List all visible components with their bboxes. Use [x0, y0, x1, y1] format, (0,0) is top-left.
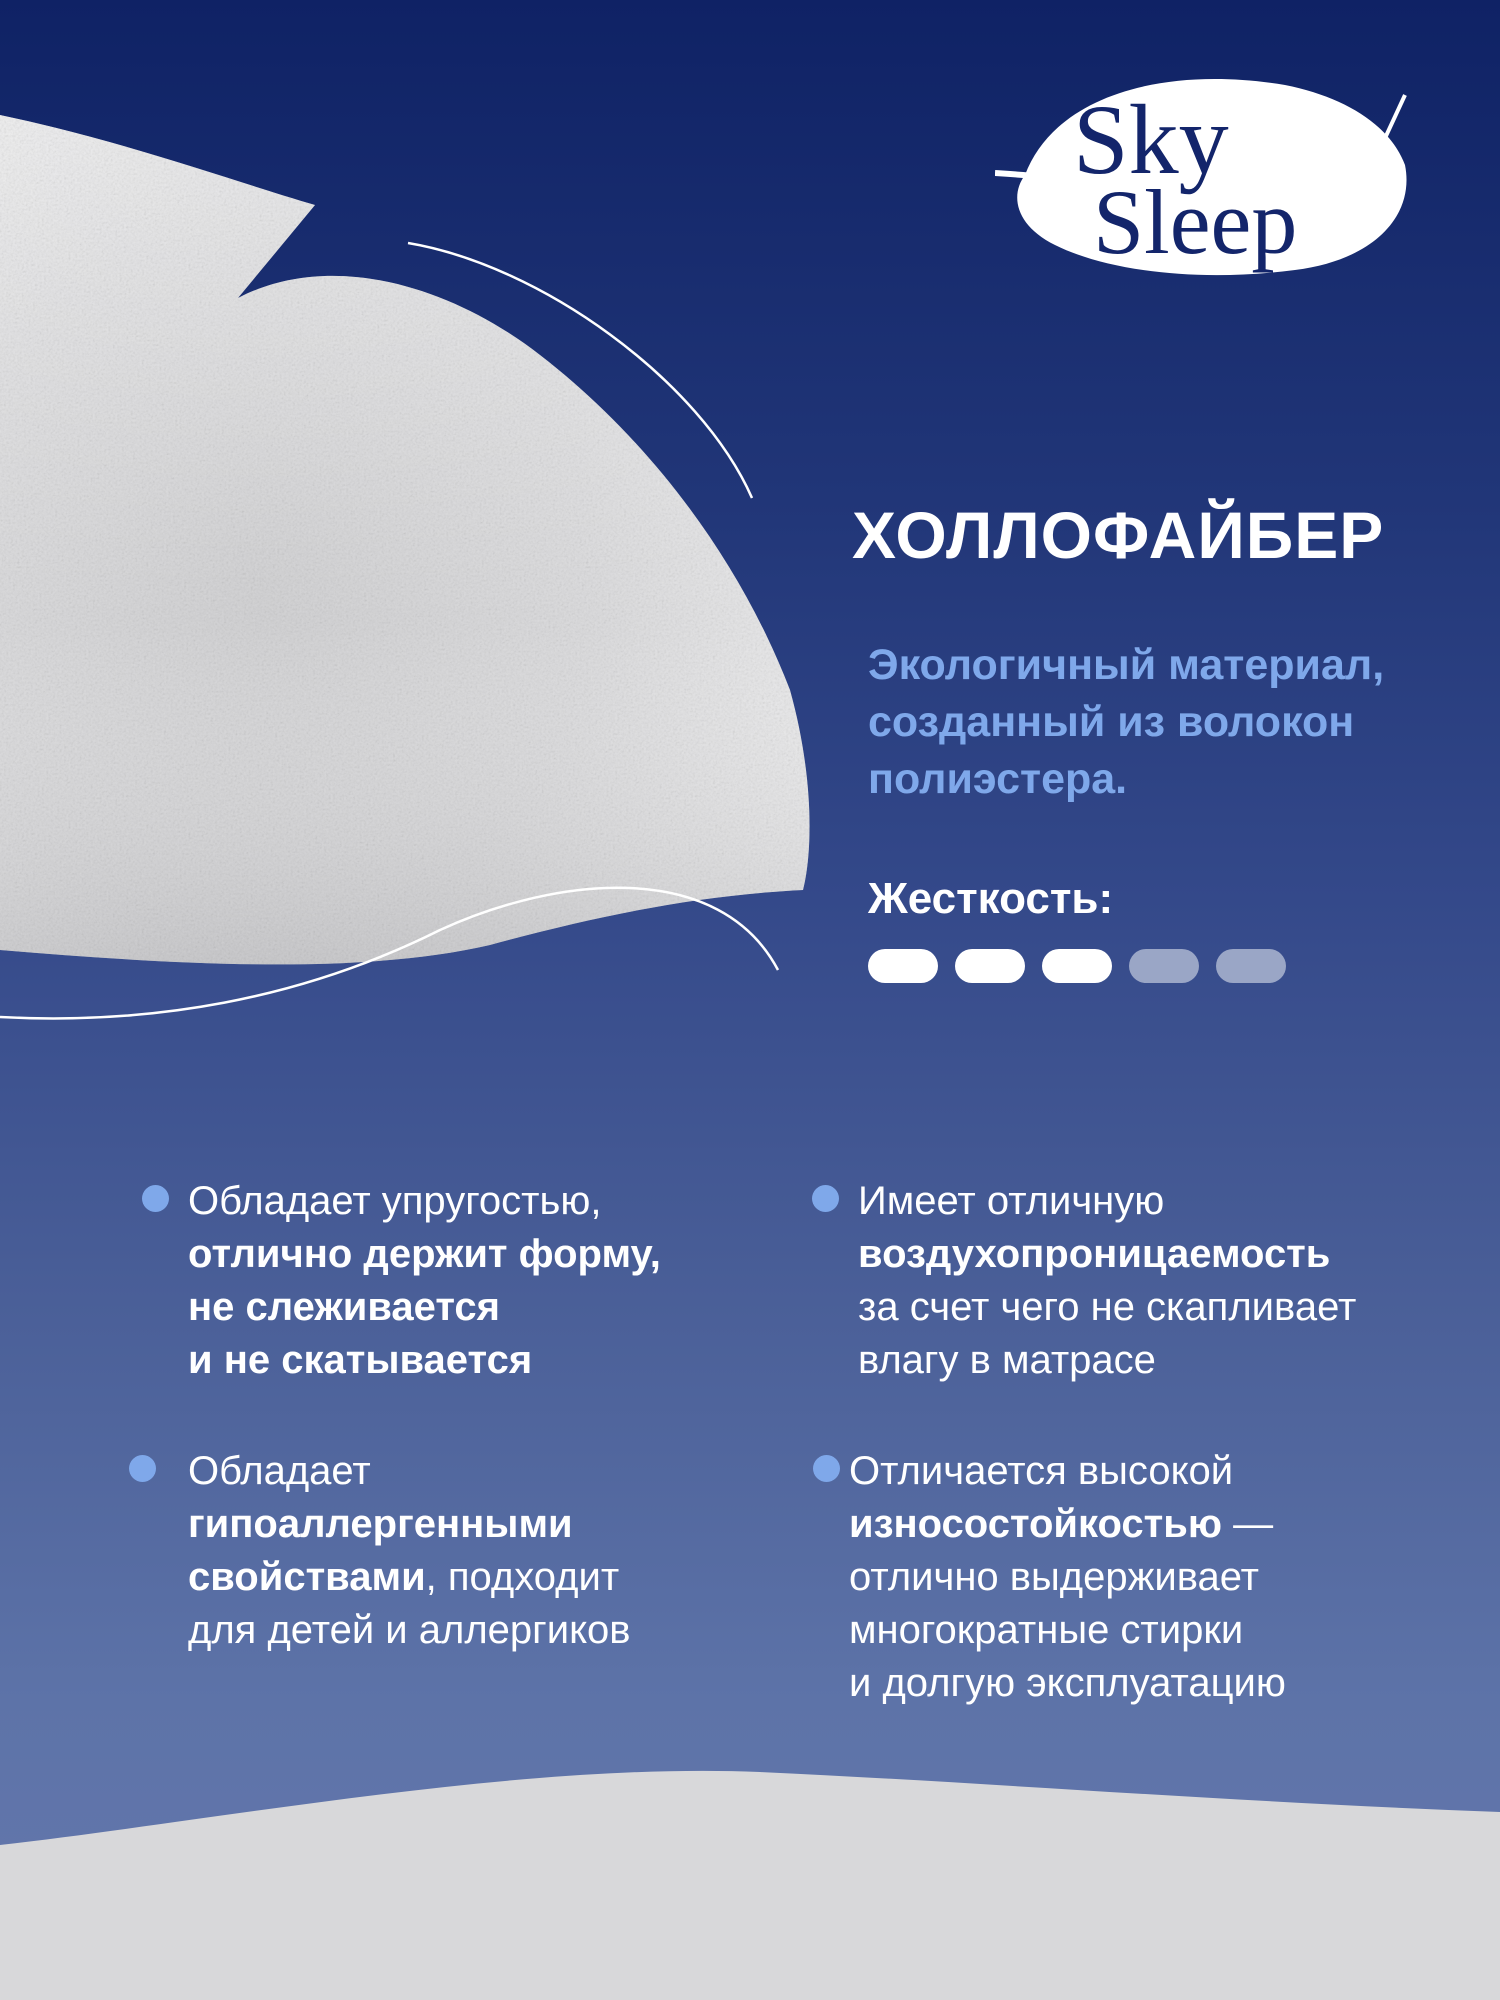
feature-text-regular: Обладает — [188, 1449, 371, 1493]
product-description: Экологичный материал, созданный из волокон полиэстера. — [868, 641, 1385, 803]
feature-text-regular: , подходит — [425, 1555, 620, 1599]
hardness-pill — [1042, 949, 1112, 983]
feature-text — [858, 1175, 1398, 1387]
hardness-pill — [1129, 949, 1199, 983]
bullet-dot-icon — [142, 1185, 169, 1212]
hardness-pill — [955, 949, 1025, 983]
feature-text-bold: износостойкостью — [849, 1502, 1223, 1546]
feature-text-regular: за счет чего не скапливает — [858, 1285, 1357, 1329]
feature-text-regular: отлично выдерживает — [849, 1555, 1259, 1599]
feature-text — [188, 1445, 728, 1657]
feature-text-regular: — — [1222, 1502, 1274, 1546]
logo-sky-text: Sky — [1073, 84, 1229, 195]
hardness-pill — [868, 949, 938, 983]
hardness-pill — [1216, 949, 1286, 983]
feature-text-regular: Имеет отличную — [858, 1179, 1165, 1223]
feature-text-regular: и долгую эксплуатацию — [849, 1661, 1286, 1705]
bullet-dot-icon — [129, 1455, 156, 1482]
bottom-wave — [0, 1771, 1500, 2000]
feature-text-bold: и не скатывается — [188, 1338, 533, 1382]
feature-text-regular: Обладает упругостью, — [188, 1179, 602, 1223]
bullet-dot-icon — [813, 1455, 840, 1482]
feature-text-bold: свойствами — [188, 1555, 426, 1599]
fiber-image — [0, 115, 810, 964]
logo-sleep-text: Sleep — [1093, 171, 1298, 273]
feature-text-bold: отлично держит форму, — [188, 1232, 661, 1276]
feature-text-bold: гипоаллергенными — [188, 1502, 573, 1546]
feature-text — [188, 1175, 728, 1387]
hardness-scale — [868, 949, 1286, 983]
feature-text-bold: не слеживается — [188, 1285, 500, 1329]
bullet-dot-icon — [812, 1185, 839, 1212]
hardness-label: Жесткость: — [868, 874, 1114, 923]
feature-text-regular: многократные стирки — [849, 1608, 1244, 1652]
product-title: ХОЛЛОФАЙБЕР — [852, 498, 1385, 572]
feature-text-bold: воздухопроницаемость — [858, 1232, 1331, 1276]
feature-text-regular: Отличается высокой — [849, 1449, 1234, 1493]
feature-text — [849, 1445, 1389, 1710]
skysleep-logo — [995, 55, 1425, 280]
feature-text-regular: влагу в матрасе — [858, 1338, 1156, 1382]
feature-text-regular: для детей и аллергиков — [188, 1608, 631, 1652]
